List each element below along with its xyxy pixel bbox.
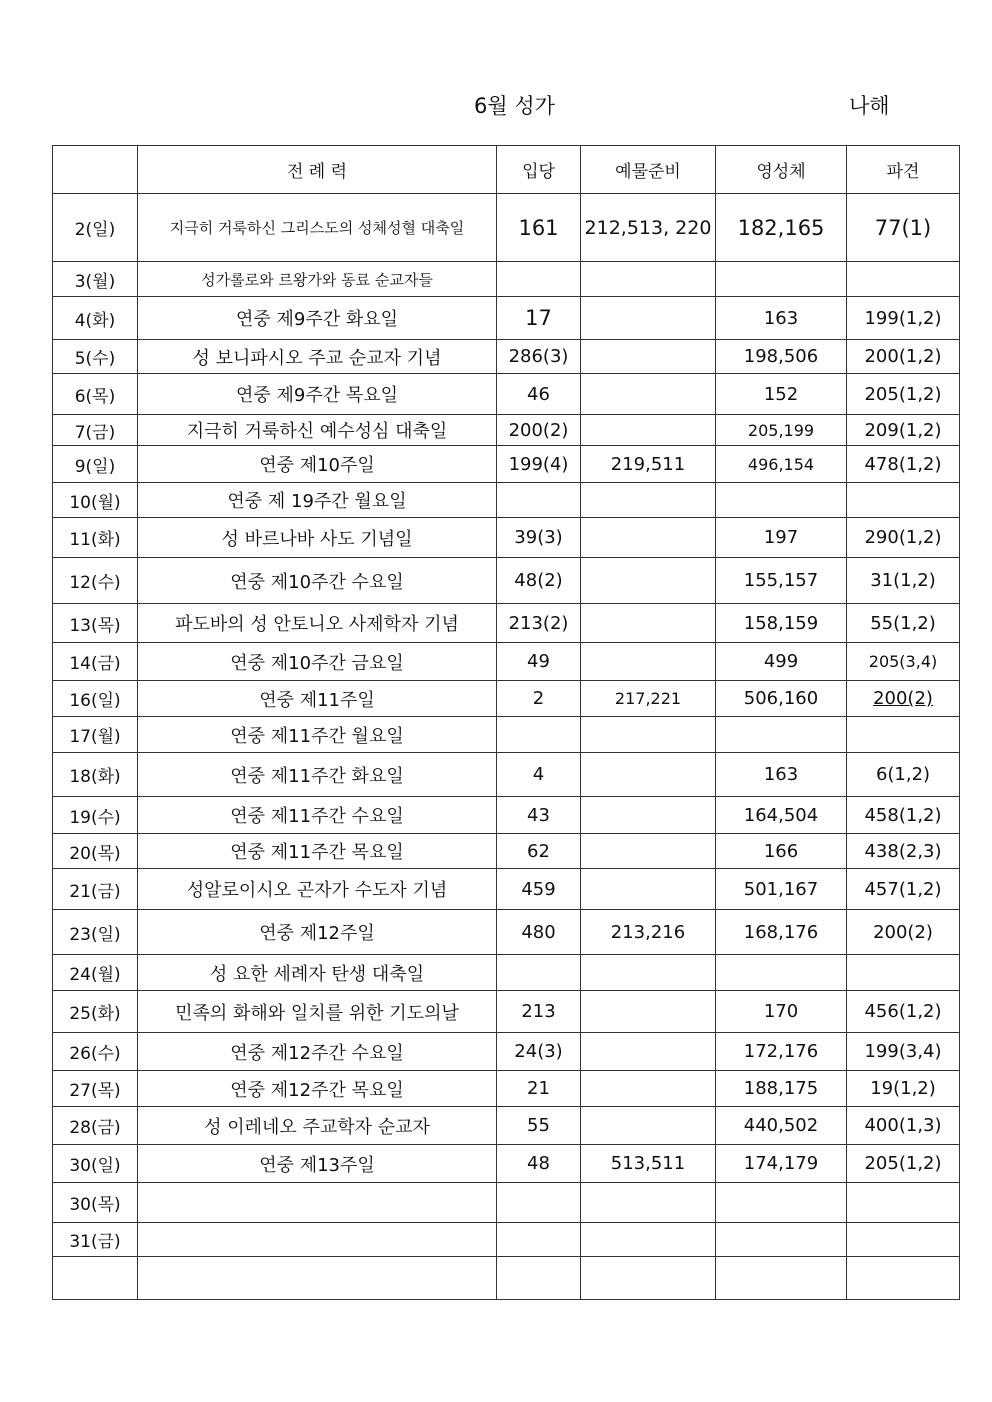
table-row xyxy=(53,1107,960,1145)
feast-cell: 성 이레네오 주교학자 순교자 xyxy=(138,1107,497,1145)
table-row xyxy=(53,643,960,681)
entrance-cell: 46 xyxy=(497,374,581,415)
entrance-cell xyxy=(497,262,581,297)
table-row xyxy=(53,797,960,834)
feast-cell: 성가롤로와 르왕가와 동료 순교자들 xyxy=(138,262,497,297)
communion-cell xyxy=(716,262,847,297)
offertory-cell: 219,511 xyxy=(581,446,716,483)
feast-cell: 연중 제10주간 수요일 xyxy=(138,558,497,604)
entrance-cell: 43 xyxy=(497,797,581,834)
date-cell: 4(화) xyxy=(53,297,138,340)
communion-cell xyxy=(716,483,847,518)
entrance-cell xyxy=(497,717,581,753)
date-cell: 10(월) xyxy=(53,483,138,518)
dismissal-cell: 6(1,2) xyxy=(847,753,960,797)
hymn-schedule-table xyxy=(52,145,960,1300)
table-row xyxy=(53,717,960,753)
communion-cell: 198,506 xyxy=(716,340,847,374)
dismissal-cell: 199(1,2) xyxy=(847,297,960,340)
entrance-cell xyxy=(497,955,581,991)
table-row xyxy=(53,558,960,604)
offertory-cell xyxy=(581,797,716,834)
offertory-cell xyxy=(581,834,716,869)
feast-cell: 연중 제11주간 목요일 xyxy=(138,834,497,869)
communion-cell: 163 xyxy=(716,753,847,797)
feast-cell xyxy=(138,1223,497,1257)
header-offertory: 예물준비 xyxy=(581,146,716,194)
date-cell: 17(월) xyxy=(53,717,138,753)
table-row xyxy=(53,955,960,991)
dismissal-cell: 200(2) xyxy=(847,910,960,955)
entrance-cell: 200(2) xyxy=(497,415,581,446)
dismissal-cell: 77(1) xyxy=(847,194,960,262)
offertory-cell xyxy=(581,604,716,643)
table-row xyxy=(53,1223,960,1257)
communion-cell: 440,502 xyxy=(716,1107,847,1145)
communion-cell: 197 xyxy=(716,518,847,558)
table-row xyxy=(53,753,960,797)
entrance-cell: 480 xyxy=(497,910,581,955)
header-dismissal: 파견 xyxy=(847,146,960,194)
offertory-cell xyxy=(581,1183,716,1223)
table-row xyxy=(53,340,960,374)
table-row xyxy=(53,910,960,955)
dismissal-cell: 205(3,4) xyxy=(847,643,960,681)
feast-cell: 연중 제11주간 월요일 xyxy=(138,717,497,753)
dismissal-cell: 438(2,3) xyxy=(847,834,960,869)
feast-cell: 연중 제12주간 수요일 xyxy=(138,1033,497,1071)
offertory-cell xyxy=(581,1107,716,1145)
dismissal-cell xyxy=(847,262,960,297)
date-cell: 5(수) xyxy=(53,340,138,374)
offertory-cell xyxy=(581,558,716,604)
feast-cell: 연중 제9주간 목요일 xyxy=(138,374,497,415)
table-row xyxy=(53,1257,960,1300)
dismissal-cell: 457(1,2) xyxy=(847,869,960,910)
communion-cell: 182,165 xyxy=(716,194,847,262)
date-cell: 14(금) xyxy=(53,643,138,681)
offertory-cell: 217,221 xyxy=(581,681,716,717)
date-cell: 9(일) xyxy=(53,446,138,483)
dismissal-cell: 200(1,2) xyxy=(847,340,960,374)
communion-cell: 174,179 xyxy=(716,1145,847,1183)
dismissal-cell: 55(1,2) xyxy=(847,604,960,643)
communion-cell: 164,504 xyxy=(716,797,847,834)
dismissal-cell xyxy=(847,1183,960,1223)
table-row xyxy=(53,374,960,415)
offertory-cell xyxy=(581,991,716,1033)
offertory-cell: 212,513, 220 xyxy=(581,194,716,262)
entrance-cell xyxy=(497,1223,581,1257)
date-cell: 7(금) xyxy=(53,415,138,446)
table-header-row xyxy=(53,146,960,194)
page-title: 6월 성가 xyxy=(474,94,555,118)
feast-cell: 연중 제10주일 xyxy=(138,446,497,483)
header-date xyxy=(53,146,138,194)
feast-cell: 연중 제11주일 xyxy=(138,681,497,717)
entrance-cell xyxy=(497,483,581,518)
offertory-cell xyxy=(581,262,716,297)
date-cell: 6(목) xyxy=(53,374,138,415)
date-cell: 21(금) xyxy=(53,869,138,910)
communion-cell: 163 xyxy=(716,297,847,340)
feast-cell xyxy=(138,1257,497,1300)
feast-cell: 연중 제12주일 xyxy=(138,910,497,955)
date-cell: 20(목) xyxy=(53,834,138,869)
feast-cell xyxy=(138,1183,497,1223)
communion-cell xyxy=(716,955,847,991)
dismissal-cell: 478(1,2) xyxy=(847,446,960,483)
table-row xyxy=(53,415,960,446)
date-cell: 3(월) xyxy=(53,262,138,297)
offertory-cell xyxy=(581,415,716,446)
dismissal-cell: 290(1,2) xyxy=(847,518,960,558)
dismissal-cell: 205(1,2) xyxy=(847,1145,960,1183)
dismissal-cell xyxy=(847,955,960,991)
dismissal-cell: 200(2) xyxy=(847,681,960,717)
offertory-cell xyxy=(581,1257,716,1300)
entrance-cell: 49 xyxy=(497,643,581,681)
dismissal-cell xyxy=(847,1257,960,1300)
feast-cell: 성 요한 세례자 탄생 대축일 xyxy=(138,955,497,991)
communion-cell: 205,199 xyxy=(716,415,847,446)
date-cell: 18(화) xyxy=(53,753,138,797)
entrance-cell: 21 xyxy=(497,1071,581,1107)
table-row xyxy=(53,1033,960,1071)
offertory-cell xyxy=(581,297,716,340)
communion-cell: 499 xyxy=(716,643,847,681)
date-cell: 25(화) xyxy=(53,991,138,1033)
date-cell: 24(월) xyxy=(53,955,138,991)
table-row xyxy=(53,1145,960,1183)
header-entrance: 입당 xyxy=(497,146,581,194)
entrance-cell: 39(3) xyxy=(497,518,581,558)
entrance-cell: 213 xyxy=(497,991,581,1033)
communion-cell: 188,175 xyxy=(716,1071,847,1107)
date-cell: 13(목) xyxy=(53,604,138,643)
communion-cell: 496,154 xyxy=(716,446,847,483)
dismissal-cell: 400(1,3) xyxy=(847,1107,960,1145)
table-row xyxy=(53,1071,960,1107)
feast-cell: 연중 제 19주간 월요일 xyxy=(138,483,497,518)
entrance-cell xyxy=(497,1257,581,1300)
entrance-cell: 213(2) xyxy=(497,604,581,643)
dismissal-cell xyxy=(847,1223,960,1257)
date-cell xyxy=(53,1257,138,1300)
date-cell: 23(일) xyxy=(53,910,138,955)
communion-cell: 166 xyxy=(716,834,847,869)
dismissal-cell: 199(3,4) xyxy=(847,1033,960,1071)
entrance-cell: 161 xyxy=(497,194,581,262)
offertory-cell xyxy=(581,955,716,991)
entrance-cell: 286(3) xyxy=(497,340,581,374)
communion-cell xyxy=(716,1257,847,1300)
feast-cell: 연중 제13주일 xyxy=(138,1145,497,1183)
offertory-cell xyxy=(581,869,716,910)
dismissal-cell: 19(1,2) xyxy=(847,1071,960,1107)
choir-year-label: 나해 xyxy=(849,94,890,118)
feast-cell: 연중 제11주간 수요일 xyxy=(138,797,497,834)
header-liturgical-calendar: 전 례 력 xyxy=(138,146,497,194)
communion-cell: 158,159 xyxy=(716,604,847,643)
table-row xyxy=(53,991,960,1033)
dismissal-cell xyxy=(847,483,960,518)
feast-cell: 파도바의 성 안토니오 사제학자 기념 xyxy=(138,604,497,643)
date-cell: 19(수) xyxy=(53,797,138,834)
entrance-cell: 199(4) xyxy=(497,446,581,483)
dismissal-cell xyxy=(847,717,960,753)
offertory-cell: 213,216 xyxy=(581,910,716,955)
header-communion: 영성체 xyxy=(716,146,847,194)
date-cell: 30(일) xyxy=(53,1145,138,1183)
table-row xyxy=(53,262,960,297)
entrance-cell: 55 xyxy=(497,1107,581,1145)
feast-cell: 지극히 거룩하신 예수성심 대축일 xyxy=(138,415,497,446)
dismissal-cell: 458(1,2) xyxy=(847,797,960,834)
date-cell: 31(금) xyxy=(53,1223,138,1257)
dismissal-cell: 205(1,2) xyxy=(847,374,960,415)
feast-cell: 연중 제11주간 화요일 xyxy=(138,753,497,797)
communion-cell xyxy=(716,717,847,753)
date-cell: 30(목) xyxy=(53,1183,138,1223)
entrance-cell: 2 xyxy=(497,681,581,717)
feast-cell: 지극히 거룩하신 그리스도의 성체성혈 대축일 xyxy=(138,194,497,262)
date-cell: 28(금) xyxy=(53,1107,138,1145)
feast-cell: 민족의 화해와 일치를 위한 기도의날 xyxy=(138,991,497,1033)
offertory-cell: 513,511 xyxy=(581,1145,716,1183)
dismissal-cell: 209(1,2) xyxy=(847,415,960,446)
feast-cell: 성 보니파시오 주교 순교자 기념 xyxy=(138,340,497,374)
feast-cell: 연중 제10주간 금요일 xyxy=(138,643,497,681)
offertory-cell xyxy=(581,753,716,797)
table-row xyxy=(53,834,960,869)
date-cell: 16(일) xyxy=(53,681,138,717)
communion-cell xyxy=(716,1223,847,1257)
offertory-cell xyxy=(581,483,716,518)
entrance-cell: 62 xyxy=(497,834,581,869)
entrance-cell: 459 xyxy=(497,869,581,910)
offertory-cell xyxy=(581,340,716,374)
table-row xyxy=(53,518,960,558)
feast-cell: 연중 제12주간 목요일 xyxy=(138,1071,497,1107)
communion-cell xyxy=(716,1183,847,1223)
entrance-cell: 24(3) xyxy=(497,1033,581,1071)
date-cell: 12(수) xyxy=(53,558,138,604)
date-cell: 11(화) xyxy=(53,518,138,558)
entrance-cell: 48(2) xyxy=(497,558,581,604)
table-row xyxy=(53,604,960,643)
communion-cell: 506,160 xyxy=(716,681,847,717)
offertory-cell xyxy=(581,1071,716,1107)
table-row xyxy=(53,297,960,340)
entrance-cell xyxy=(497,1183,581,1223)
dismissal-cell: 456(1,2) xyxy=(847,991,960,1033)
communion-cell: 501,167 xyxy=(716,869,847,910)
communion-cell: 152 xyxy=(716,374,847,415)
feast-cell: 연중 제9주간 화요일 xyxy=(138,297,497,340)
entrance-cell: 48 xyxy=(497,1145,581,1183)
offertory-cell xyxy=(581,1223,716,1257)
dismissal-cell: 31(1,2) xyxy=(847,558,960,604)
offertory-cell xyxy=(581,717,716,753)
offertory-cell xyxy=(581,518,716,558)
table-row xyxy=(53,681,960,717)
table-row xyxy=(53,869,960,910)
offertory-cell xyxy=(581,1033,716,1071)
communion-cell: 172,176 xyxy=(716,1033,847,1071)
feast-cell: 성알로이시오 곤자가 수도자 기념 xyxy=(138,869,497,910)
table-row xyxy=(53,483,960,518)
offertory-cell xyxy=(581,643,716,681)
communion-cell: 168,176 xyxy=(716,910,847,955)
table-row xyxy=(53,1183,960,1223)
communion-cell: 170 xyxy=(716,991,847,1033)
entrance-cell: 4 xyxy=(497,753,581,797)
offertory-cell xyxy=(581,374,716,415)
table-row xyxy=(53,194,960,262)
table-row xyxy=(53,446,960,483)
date-cell: 2(일) xyxy=(53,194,138,262)
feast-cell: 성 바르나바 사도 기념일 xyxy=(138,518,497,558)
date-cell: 26(수) xyxy=(53,1033,138,1071)
communion-cell: 155,157 xyxy=(716,558,847,604)
entrance-cell: 17 xyxy=(497,297,581,340)
date-cell: 27(목) xyxy=(53,1071,138,1107)
